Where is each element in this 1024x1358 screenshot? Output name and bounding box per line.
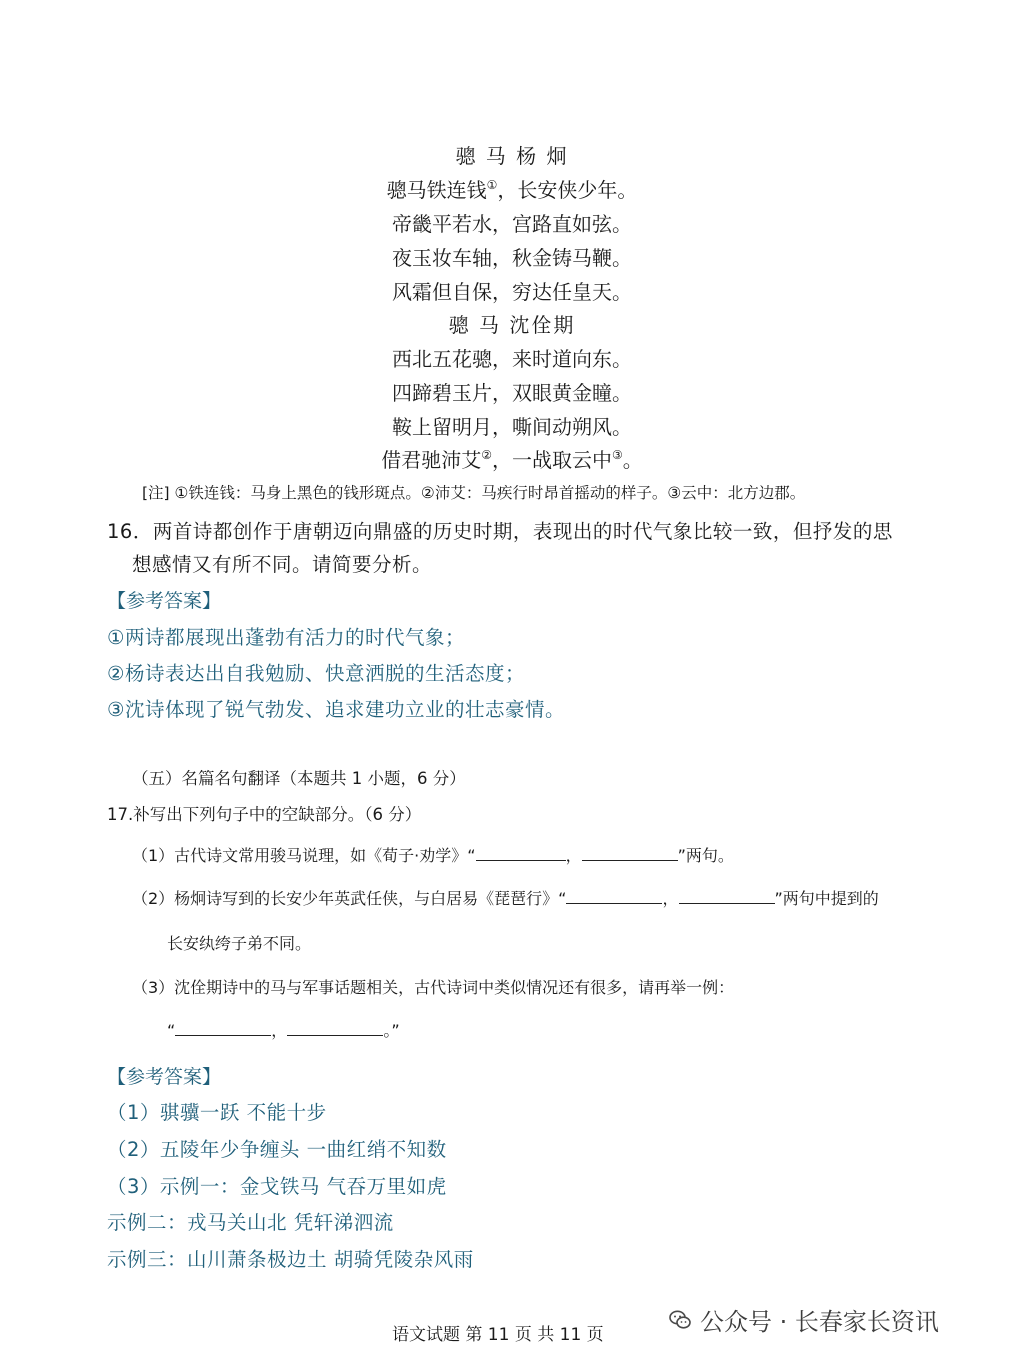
poem1-line-3: 夜玉妆车轴，秋金铸马鞭。 [392, 246, 632, 270]
answer-blank [566, 889, 662, 904]
question-16-line-2: 想感情又有所不同。请简要分析。 [132, 553, 433, 576]
question-17-sub-3-blanks: “ ， 。” [167, 1021, 400, 1040]
poem-notes: [注] ①铁连钱：马身上黑色的钱形斑点。②沛艾：马疾行时昂首摇动的样子。③云中：北方边郡。 [142, 484, 806, 502]
answer-17-item-2: （2）五陵年少争缠头 一曲红绡不知数 [107, 1138, 447, 1161]
question-16-line-1: 16．两首诗都创作于唐朝迈向鼎盛的历史时期，表现出的时代气象比较一致，但抒发的思 [107, 520, 893, 543]
answer-16-item-2: ②杨诗表达出自我勉励、快意洒脱的生活态度； [107, 662, 525, 685]
poem2-line-4: 借君驰沛艾②，一战取云中③。 [381, 448, 643, 472]
answer-blank [582, 846, 678, 861]
question-17-sub-3: （3）沈佺期诗中的马与军事话题相关，古代诗词中类似情况还有很多，请再举一例： [132, 978, 735, 997]
answer-blank [476, 846, 566, 861]
footnote-mark: ② [481, 448, 492, 462]
wechat-icon [668, 1308, 692, 1332]
answer-17-item-4: 示例二：戎马关山北 凭轩涕泗流 [107, 1211, 394, 1234]
poem2-line-3: 鞍上留明月，嘶间动朔风。 [392, 415, 632, 439]
poem1-line-1: 骢马铁连钱①，长安侠少年。 [386, 178, 638, 202]
question-17-sub-2-continued: 长安纨绔子弟不同。 [167, 934, 312, 953]
poem2-line-1: 西北五花骢，来时道向东。 [392, 347, 632, 371]
answer-17-heading: 【参考答案】 [107, 1066, 222, 1088]
poem1-line-4: 风霜但自保，穷达任皇天。 [392, 280, 632, 304]
poem1-line-2: 帝畿平若水，宫路直如弦。 [392, 212, 632, 236]
answer-16-item-1: ①两诗都展现出蓬勃有活力的时代气象； [107, 626, 465, 649]
answer-16-item-3: ③沈诗体现了锐气勃发、追求建功立业的壮志豪情。 [107, 698, 565, 721]
question-17-sub-1: （1）古代诗文常用骏马说理，如《荀子·劝学》“ ， ”两句。 [132, 846, 734, 865]
footnote-mark: ③ [612, 448, 623, 462]
poem1-title: 骢 马 杨 炯 [455, 144, 569, 168]
poem2-title: 骢 马 沈佺期 [448, 313, 576, 337]
page-footer: 语文试题 第 11 页 共 11 页 [392, 1325, 604, 1345]
answer-blank [175, 1021, 271, 1036]
answer-17-item-1: （1）骐骥一跃 不能十步 [107, 1101, 327, 1124]
answer-17-item-3: （3）示例一：金戈铁马 气吞万里如虎 [107, 1175, 447, 1198]
section-5-heading: （五）名篇名句翻译（本题共 1 小题，6 分） [132, 769, 466, 788]
question-17-stem: 17.补写出下列句子中的空缺部分。（6 分） [107, 805, 422, 824]
answer-16-heading: 【参考答案】 [107, 590, 222, 612]
watermark-text: 公众号 · 长春家长资讯 [700, 1308, 939, 1336]
poem2-line-2: 四蹄碧玉片，双眼黄金瞳。 [392, 381, 632, 405]
watermark [668, 1302, 939, 1337]
answer-blank [679, 889, 775, 904]
footnote-mark: ① [486, 178, 498, 192]
question-17-sub-2: （2）杨炯诗写到的长安少年英武任侠，与白居易《琵琶行》“ ， ”两句中提到的 [132, 889, 879, 908]
answer-17-item-5: 示例三：山川萧条极边土 胡骑凭陵杂风雨 [107, 1248, 474, 1271]
answer-blank [287, 1021, 383, 1036]
